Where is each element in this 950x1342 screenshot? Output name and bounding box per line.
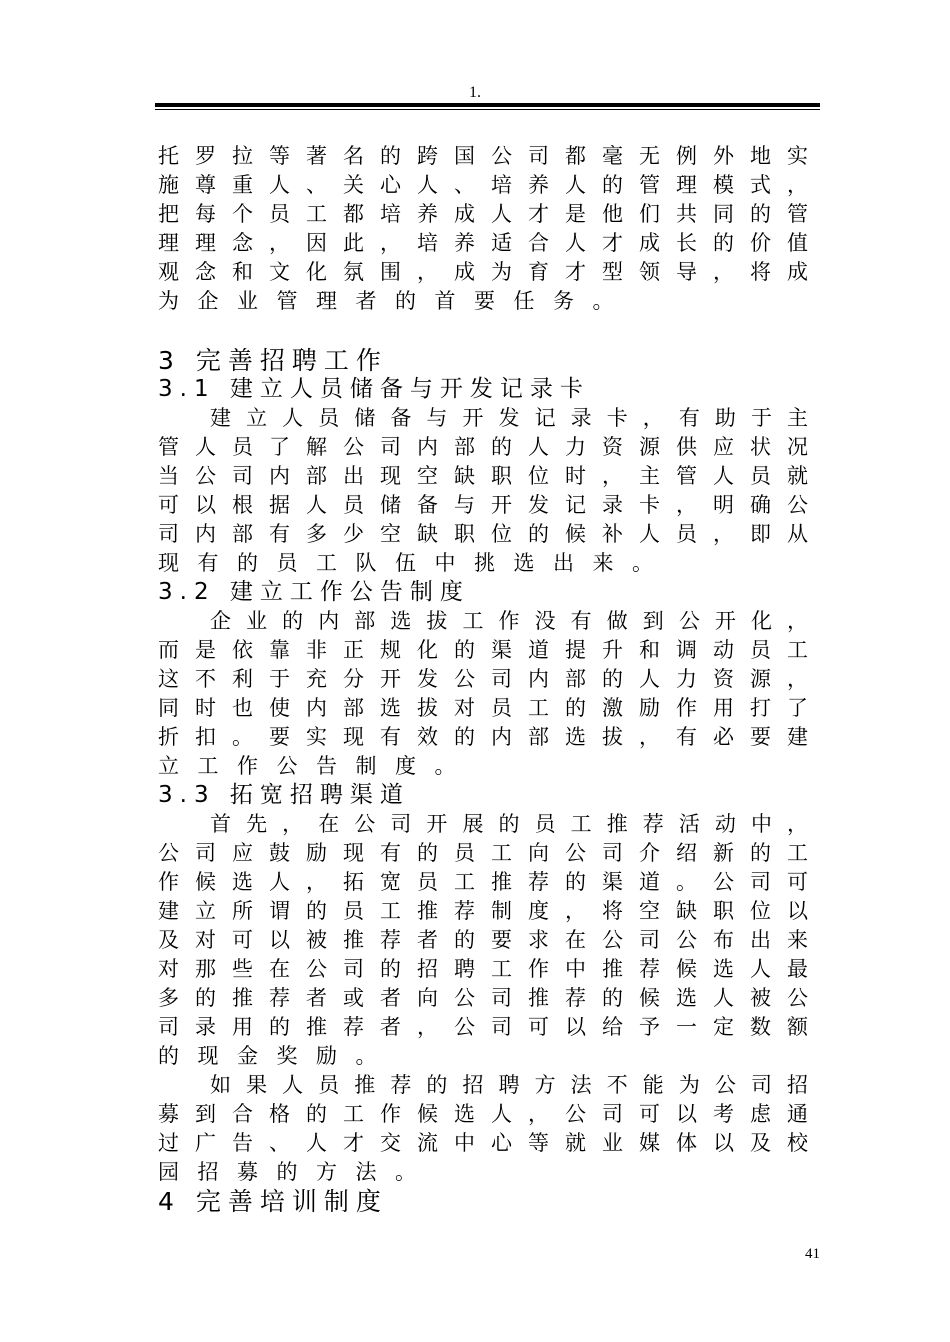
text-line: 而 是 依 靠 非 正 规 化 的 渠 道 提 升 和 调 动 员 工	[158, 638, 808, 662]
text-line: 理 理 念 ， 因 此 ， 培 养 适 合 人 才 成 长 的 价 值	[158, 231, 808, 255]
text-line: 为 企 业 管 理 者 的 首 要 任 务 。	[158, 289, 614, 313]
text-line: 如 果 人 员 推 荐 的 招 聘 方 法 不 能 为 公 司 招	[210, 1073, 808, 1097]
text-line: 企 业 的 内 部 选 拔 工 作 没 有 做 到 公 开 化 ，	[210, 609, 808, 633]
section-heading: 4 完善培训制度	[158, 1187, 388, 1216]
text-line: 作 候 选 人 ， 拓 宽 员 工 推 荐 的 渠 道 。 公 司 可	[158, 870, 808, 894]
text-line: 募 到 合 格 的 工 作 候 选 人 ， 公 司 可 以 考 虑 通	[158, 1102, 808, 1126]
text-line: 观 念 和 文 化 氛 围 ， 成 为 育 才 型 领 导 ， 将 成	[158, 260, 808, 284]
text-line: 同 时 也 使 内 部 选 拔 对 员 工 的 激 励 作 用 打 了	[158, 696, 808, 720]
text-line: 这 不 利 于 充 分 开 发 公 司 内 部 的 人 力 资 源 ，	[158, 667, 808, 691]
text-line: 过 广 告 、 人 才 交 流 中 心 等 就 业 媒 体 以 及 校	[158, 1131, 808, 1155]
header-rule-thin	[155, 109, 820, 110]
paragraph	[158, 607, 808, 781]
document-body	[158, 142, 808, 1216]
section-heading: 3 完善招聘工作	[158, 346, 388, 375]
paragraph	[158, 142, 808, 316]
paragraph	[158, 1071, 808, 1187]
text-line: 可 以 根 据 人 员 储 备 与 开 发 记 录 卡 ， 明 确 公	[158, 493, 808, 517]
paragraph	[158, 404, 808, 578]
text-line: 公 司 应 鼓 励 现 有 的 员 工 向 公 司 介 绍 新 的 工	[158, 841, 808, 865]
page-number: 41	[805, 1246, 820, 1262]
section-heading: 3.2 建立工作公告制度	[158, 579, 470, 605]
text-line: 折 扣 。 要 实 现 有 效 的 内 部 选 拔 ， 有 必 要 建	[158, 725, 808, 749]
text-line: 建 立 人 员 储 备 与 开 发 记 录 卡 ， 有 助 于 主	[210, 406, 808, 430]
text-line: 把 每 个 员 工 都 培 养 成 人 才 是 他 们 共 同 的 管	[158, 202, 808, 226]
text-line: 建 立 所 谓 的 员 工 推 荐 制 度 ， 将 空 缺 职 位 以	[158, 899, 808, 923]
text-line: 的 现 金 奖 励 。	[158, 1044, 377, 1068]
text-line: 现 有 的 员 工 队 伍 中 挑 选 出 来 。	[158, 551, 653, 575]
text-line: 对 那 些 在 公 司 的 招 聘 工 作 中 推 荐 候 选 人 最	[158, 957, 808, 981]
text-line: 托 罗 拉 等 著 名 的 跨 国 公 司 都 毫 无 例 外 地 实	[158, 144, 808, 168]
text-line: 施 尊 重 人 、 关 心 人 、 培 养 人 的 管 理 模 式 ，	[158, 173, 808, 197]
header-rule-thick	[155, 103, 820, 107]
text-line: 园 招 募 的 方 法 。	[158, 1160, 416, 1184]
text-line: 司 录 用 的 推 荐 者 ， 公 司 可 以 给 予 一 定 数 额	[158, 1015, 808, 1039]
text-line: 司 内 部 有 多 少 空 缺 职 位 的 候 补 人 员 ， 即 从	[158, 522, 808, 546]
text-line: 立 工 作 公 告 制 度 。	[158, 754, 456, 778]
section-heading: 3.1 建立人员储备与开发记录卡	[158, 376, 590, 402]
header-section-number: 1.	[469, 84, 481, 101]
paragraph	[158, 810, 808, 1071]
section-spacer	[158, 316, 808, 346]
section-heading: 3.3 拓宽招聘渠道	[158, 782, 410, 808]
text-line: 多 的 推 荐 者 或 者 向 公 司 推 荐 的 候 选 人 被 公	[158, 986, 808, 1010]
text-line: 及 对 可 以 被 推 荐 者 的 要 求 在 公 司 公 布 出 来	[158, 928, 808, 952]
text-line: 当 公 司 内 部 出 现 空 缺 职 位 时 ， 主 管 人 员 就	[158, 464, 808, 488]
text-line: 管 人 员 了 解 公 司 内 部 的 人 力 资 源 供 应 状 况	[158, 435, 808, 459]
text-line: 首 先 ， 在 公 司 开 展 的 员 工 推 荐 活 动 中 ，	[210, 812, 808, 836]
